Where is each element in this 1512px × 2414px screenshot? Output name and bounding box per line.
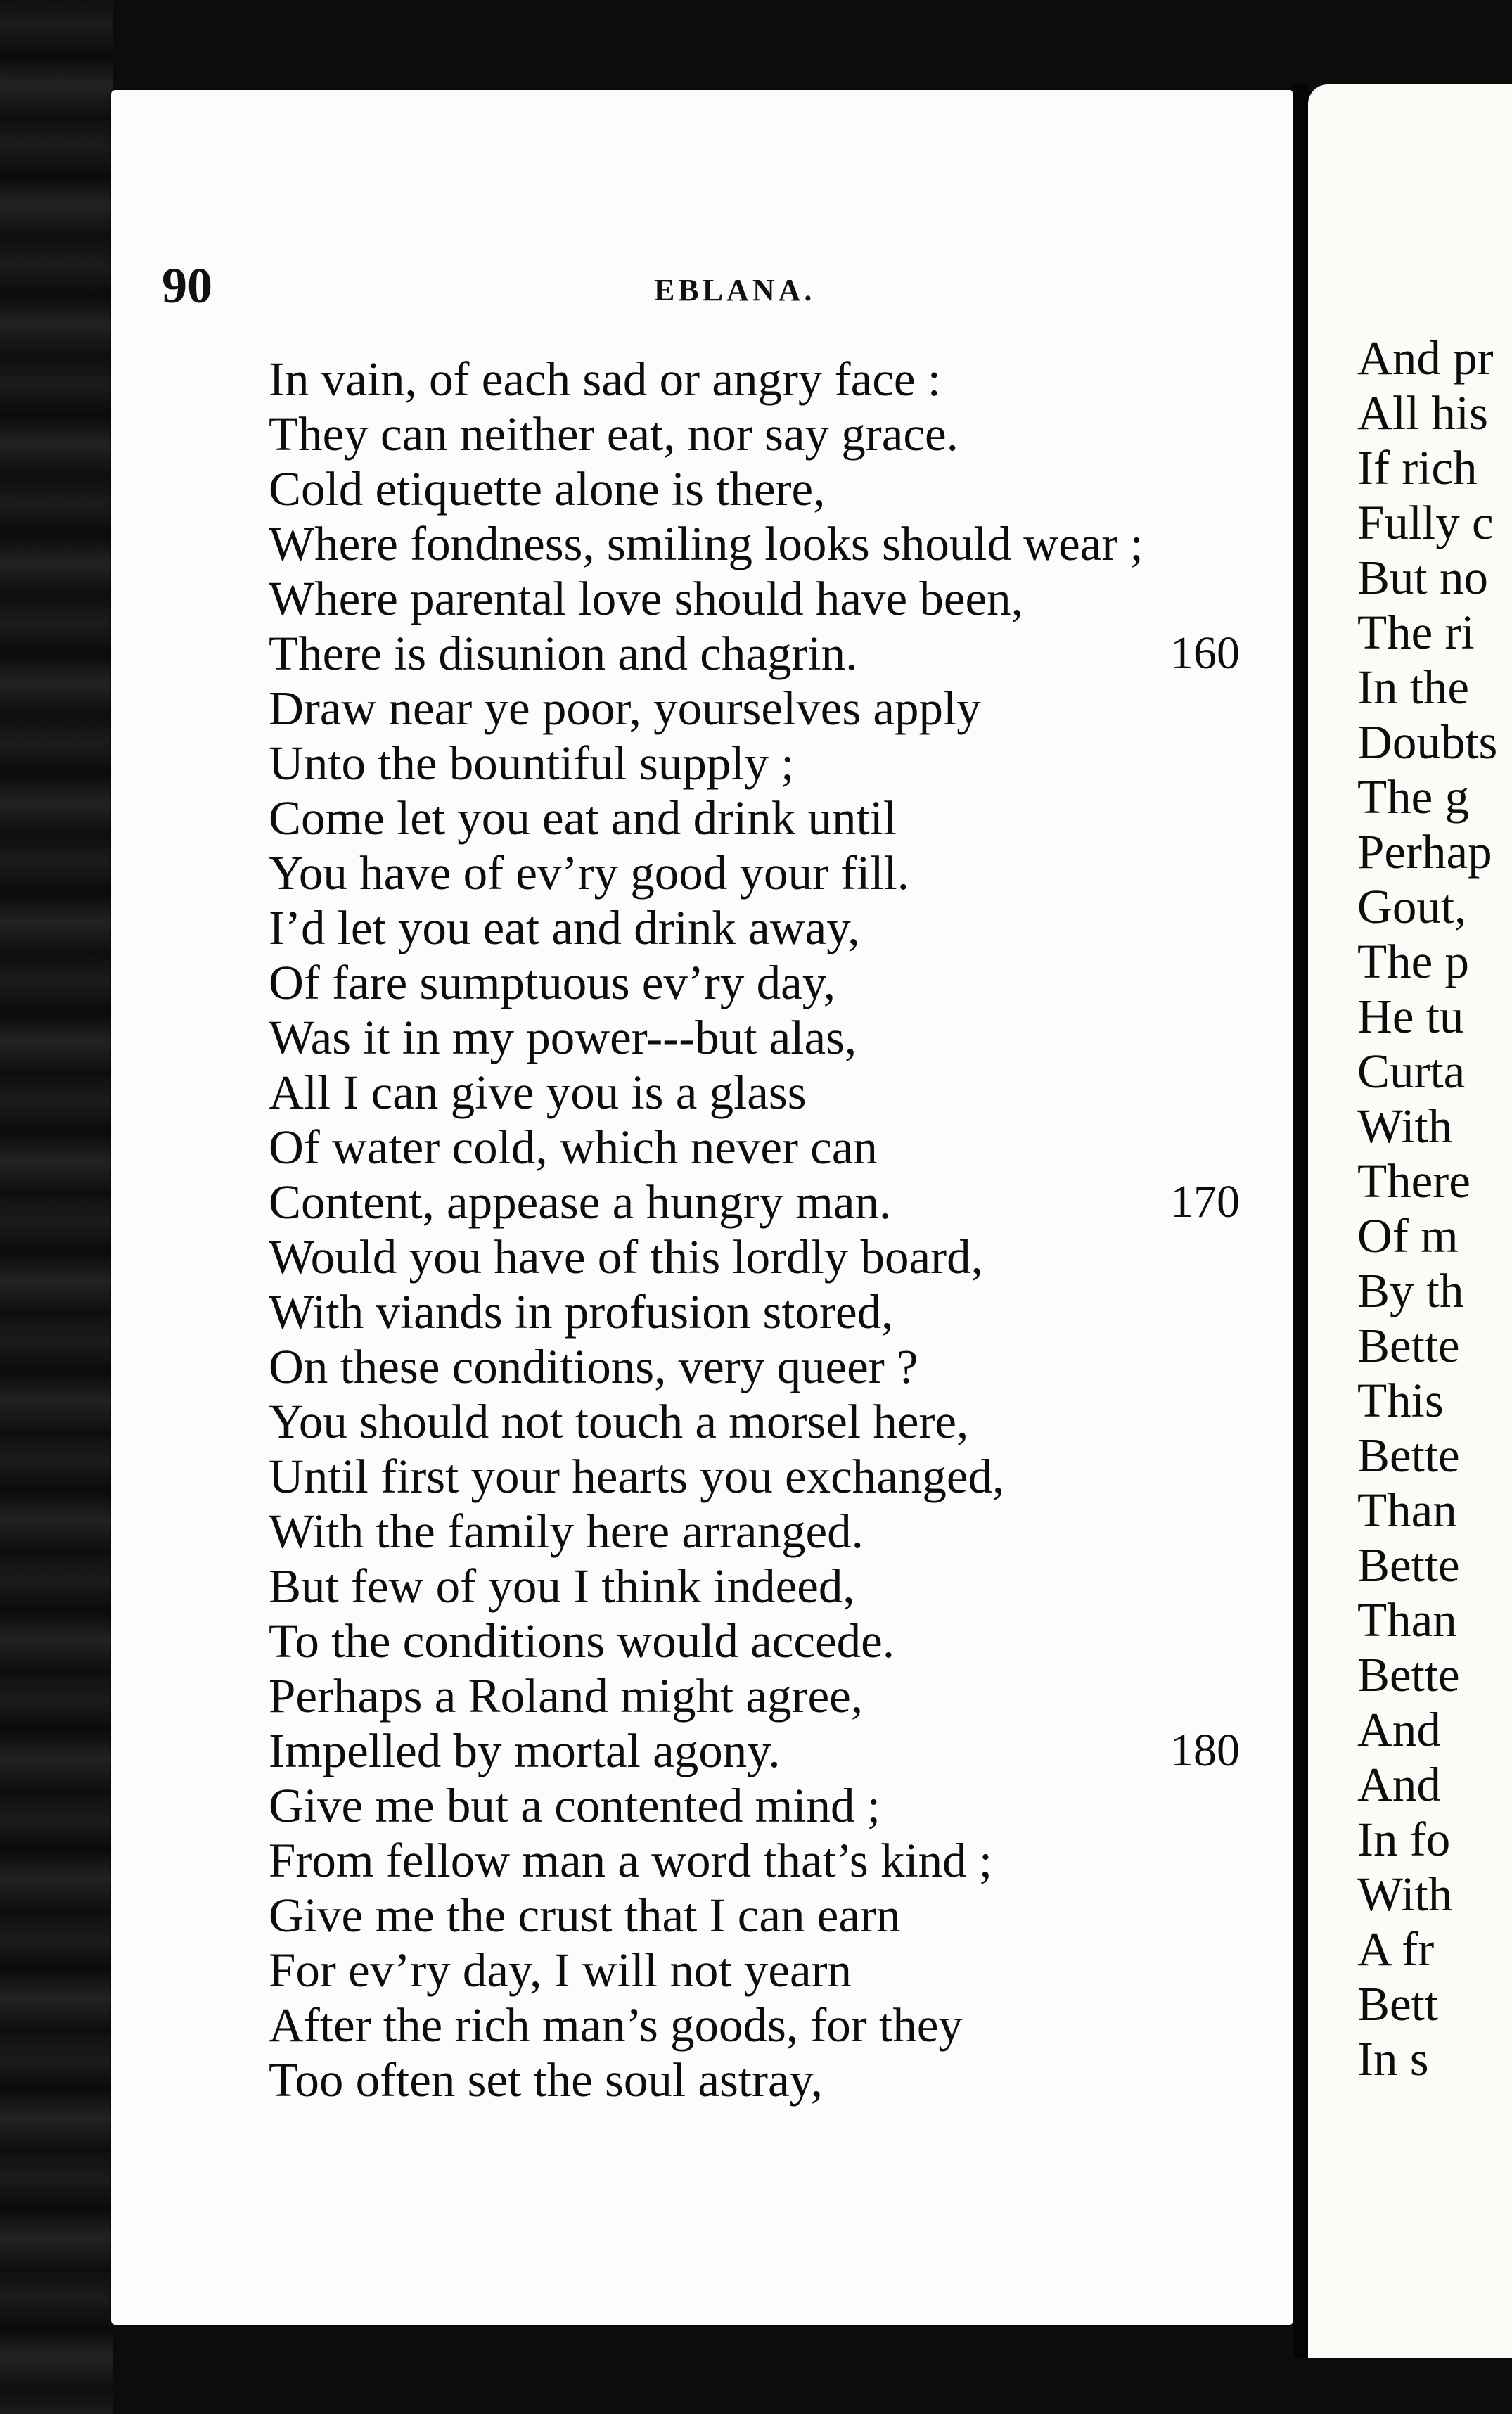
verse-line xyxy=(269,571,1281,626)
right-page-line: But no xyxy=(1357,551,1488,604)
right-page-line: Bette xyxy=(1357,1538,1460,1592)
right-page-line: Curta xyxy=(1357,1045,1466,1098)
right-page-line: The p xyxy=(1357,935,1470,988)
running-title: EBLANA. xyxy=(654,273,816,307)
verse-line-text: After the rich man’s goods, for they xyxy=(269,1998,963,2052)
verse-line-text: In vain, of each sad or angry face : xyxy=(269,352,941,406)
right-page-line: Than xyxy=(1357,1483,1457,1537)
right-page-line: A fr xyxy=(1357,1922,1435,1976)
verse-line-text: Would you have of this lordly board, xyxy=(269,1230,983,1284)
verse-line-text: Content, appease a hungry man. xyxy=(269,1175,892,1229)
verse-line xyxy=(269,1120,1281,1175)
verse-line xyxy=(269,791,1281,845)
verse-line-text: Cold etiquette alone is there, xyxy=(269,462,826,516)
verse-line xyxy=(269,1943,1281,1998)
verse-line-text: With the family here arranged. xyxy=(269,1505,864,1558)
right-page-line: By th xyxy=(1357,1264,1464,1317)
book-edge-background xyxy=(0,0,113,2414)
right-page-line: The g xyxy=(1357,770,1470,824)
right-page-line: With xyxy=(1357,1099,1453,1153)
verse-line-text: There is disunion and chagrin. xyxy=(269,627,858,680)
verse-line-text: Where parental love should have been, xyxy=(269,572,1023,625)
poem-text xyxy=(269,352,1281,2107)
verse-line xyxy=(269,1559,1281,1614)
verse-line xyxy=(269,1065,1281,1120)
verse-line-text: All I can give you is a glass xyxy=(269,1066,807,1119)
verse-line-text: Come let you eat and drink until xyxy=(269,791,897,845)
verse-line xyxy=(269,1449,1281,1504)
right-page-text xyxy=(1357,331,1512,2086)
right-page-line: Bette xyxy=(1357,1429,1460,1482)
right-page-line: The ri xyxy=(1357,606,1475,659)
verse-line xyxy=(269,1230,1281,1284)
right-page-line: Than xyxy=(1357,1593,1457,1647)
right-page-line: There xyxy=(1357,1154,1471,1208)
verse-line xyxy=(269,1010,1281,1065)
verse-line-text: Unto the bountiful supply ; xyxy=(269,736,795,790)
verse-line-text: You have of ev’ry good your fill. xyxy=(269,846,909,900)
verse-line-text: I’d let you eat and drink away, xyxy=(269,901,860,954)
verse-line-text: Give me the crust that I can earn xyxy=(269,1889,901,1942)
verse-line xyxy=(269,626,1281,681)
verse-line-text: They can neither eat, nor say grace. xyxy=(269,407,959,461)
line-number: 160 xyxy=(1170,627,1240,679)
page-number: 90 xyxy=(162,257,212,314)
verse-line-text: You should not touch a morsel here, xyxy=(269,1395,969,1448)
right-page-line: If rich xyxy=(1357,441,1478,494)
right-page-line: With xyxy=(1357,1867,1453,1921)
verse-line-text: Draw near ye poor, yourselves apply xyxy=(269,682,981,735)
verse-line-text: But few of you I think indeed, xyxy=(269,1559,855,1613)
right-page-line: Gout, xyxy=(1357,880,1467,933)
verse-line xyxy=(269,1614,1281,1668)
verse-line-text: Perhaps a Roland might agree, xyxy=(269,1669,864,1723)
verse-line-text: To the conditions would accede. xyxy=(269,1614,895,1668)
verse-line xyxy=(269,1888,1281,1943)
verse-line xyxy=(269,1394,1281,1449)
verse-line-text: Too often set the soul astray, xyxy=(269,2053,823,2107)
verse-line xyxy=(269,1833,1281,1888)
right-page-line: Fully c xyxy=(1357,496,1494,549)
verse-line-text: For ev’ry day, I will not yearn xyxy=(269,1943,852,1997)
verse-line xyxy=(269,1175,1281,1230)
page-header xyxy=(162,257,1259,320)
verse-line xyxy=(269,1284,1281,1339)
right-page-line: And xyxy=(1357,1758,1441,1811)
right-page-line: In s xyxy=(1357,2032,1429,2086)
right-page-line: Bette xyxy=(1357,1648,1460,1701)
verse-line xyxy=(269,1998,1281,2052)
verse-line xyxy=(269,681,1281,736)
verse-line xyxy=(269,736,1281,791)
verse-line-text: Of fare sumptuous ev’ry day, xyxy=(269,956,836,1009)
verse-line xyxy=(269,845,1281,900)
right-page-line: This xyxy=(1357,1374,1444,1427)
verse-line-text: On these conditions, very queer ? xyxy=(269,1340,918,1393)
verse-line xyxy=(269,900,1281,955)
verse-line xyxy=(269,1339,1281,1394)
verse-line-text: From fellow man a word that’s kind ; xyxy=(269,1834,993,1887)
verse-line-text: Impelled by mortal agony. xyxy=(269,1724,781,1777)
verse-line xyxy=(269,1723,1281,1778)
verse-line-text: Until first your hearts you exchanged, xyxy=(269,1450,1005,1503)
verse-line xyxy=(269,352,1281,407)
verse-line-text: Give me but a contented mind ; xyxy=(269,1779,880,1832)
page-gutter xyxy=(1293,84,1308,2358)
verse-line xyxy=(269,407,1281,461)
verse-line xyxy=(269,461,1281,516)
right-page-line: He tu xyxy=(1357,990,1464,1043)
verse-line xyxy=(269,516,1281,571)
verse-line xyxy=(269,1778,1281,1833)
verse-line-text: With viands in profusion stored, xyxy=(269,1285,894,1339)
verse-line-text: Of water cold, which never can xyxy=(269,1120,878,1174)
verse-line xyxy=(269,955,1281,1010)
line-number: 170 xyxy=(1170,1176,1240,1227)
right-page-line: Bette xyxy=(1357,1319,1460,1372)
verse-line-text: Where fondness, smiling looks should wear ; xyxy=(269,517,1143,570)
right-page-line: Bett xyxy=(1357,1977,1438,2031)
line-number: 180 xyxy=(1170,1725,1240,1776)
right-page-line: All his xyxy=(1357,386,1488,440)
verse-line xyxy=(269,2052,1281,2107)
verse-line-text: Was it in my power---but alas, xyxy=(269,1011,857,1064)
right-page-line: Doubts xyxy=(1357,715,1498,769)
verse-line xyxy=(269,1504,1281,1559)
right-page-line: And xyxy=(1357,1703,1441,1756)
right-page-line: In fo xyxy=(1357,1813,1451,1866)
verse-line xyxy=(269,1668,1281,1723)
right-page-line: In the xyxy=(1357,660,1470,714)
right-page-line: Perhap xyxy=(1357,825,1492,879)
right-page-line: And pr xyxy=(1357,331,1494,385)
right-page-line: Of m xyxy=(1357,1209,1459,1263)
